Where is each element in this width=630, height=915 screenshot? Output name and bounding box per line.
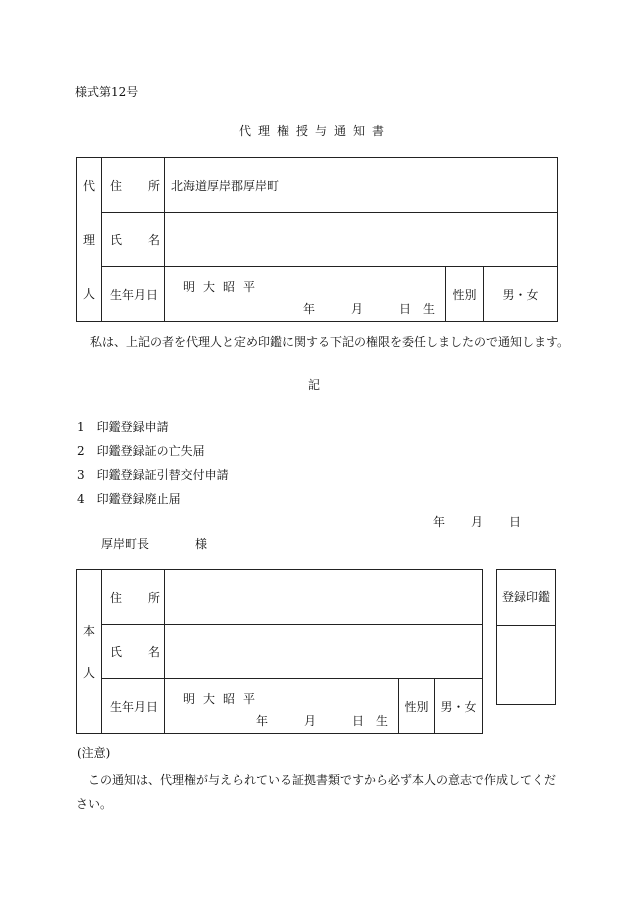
ki-mark: 記	[308, 378, 321, 392]
registered-seal-label: 登録印鑑	[497, 570, 555, 626]
document-title: 代理権授与通知書	[238, 124, 391, 138]
agent-side-label	[77, 158, 102, 322]
agent-birth-field[interactable]: 明大昭平 年 月 日 生	[165, 267, 446, 322]
agent-side-char: 人	[82, 286, 95, 301]
principal-address-label: 住 所	[102, 570, 165, 625]
delegation-statement: 私は、上記の者を代理人と定め印鑑に関する下記の権限を委任しましたので通知します。	[90, 335, 570, 349]
authority-item: 3 印鑑登録証引替交付申請	[77, 468, 229, 482]
addressee-line	[101, 535, 207, 552]
agent-side-char: 代	[82, 178, 95, 193]
agent-name-field[interactable]	[165, 213, 558, 267]
principal-side-label	[77, 570, 102, 734]
era-options: 明大昭平	[183, 692, 264, 706]
authority-item: 2 印鑑登録証の亡失届	[77, 444, 205, 458]
principal-name-label: 氏 名	[102, 625, 165, 679]
principal-name-field[interactable]	[165, 625, 483, 679]
honorific: 様	[195, 537, 208, 551]
agent-name-label: 氏 名	[102, 213, 165, 267]
registered-seal-area[interactable]	[497, 626, 555, 706]
issue-date-line: 年 月 日	[433, 515, 522, 529]
form-number: 様式第12号	[75, 85, 139, 99]
principal-birth-field[interactable]: 明大昭平 年 月 日 生	[165, 679, 399, 734]
principal-table	[76, 569, 483, 734]
agent-table	[76, 157, 558, 322]
principal-address-field[interactable]	[165, 570, 483, 625]
authority-item: 4 印鑑登録廃止届	[77, 492, 181, 506]
principal-side-char: 本	[82, 623, 95, 638]
authority-item: 1 印鑑登録申請	[77, 420, 169, 434]
addressee: 厚岸町長	[101, 537, 150, 551]
note-body: この通知は、代理権が与えられている証拠書類ですから必ず本人の意志で作成してください。	[76, 773, 557, 811]
agent-gender-label: 性別	[446, 267, 484, 322]
principal-birth-label: 生年月日	[102, 679, 165, 734]
agent-side-char: 理	[82, 232, 95, 247]
agent-address-field[interactable]: 北海道厚岸郡厚岸町	[165, 158, 558, 213]
era-options: 明大昭平	[183, 280, 264, 294]
principal-gender-field[interactable]: 男・女	[435, 679, 483, 734]
agent-address-label: 住 所	[102, 158, 165, 213]
agent-gender-field[interactable]: 男・女	[484, 267, 558, 322]
principal-side-char: 人	[82, 665, 95, 680]
note-heading: (注意)	[77, 746, 111, 760]
registered-seal-box	[496, 569, 556, 705]
principal-gender-label: 性別	[399, 679, 435, 734]
agent-birth-label: 生年月日	[102, 267, 165, 322]
